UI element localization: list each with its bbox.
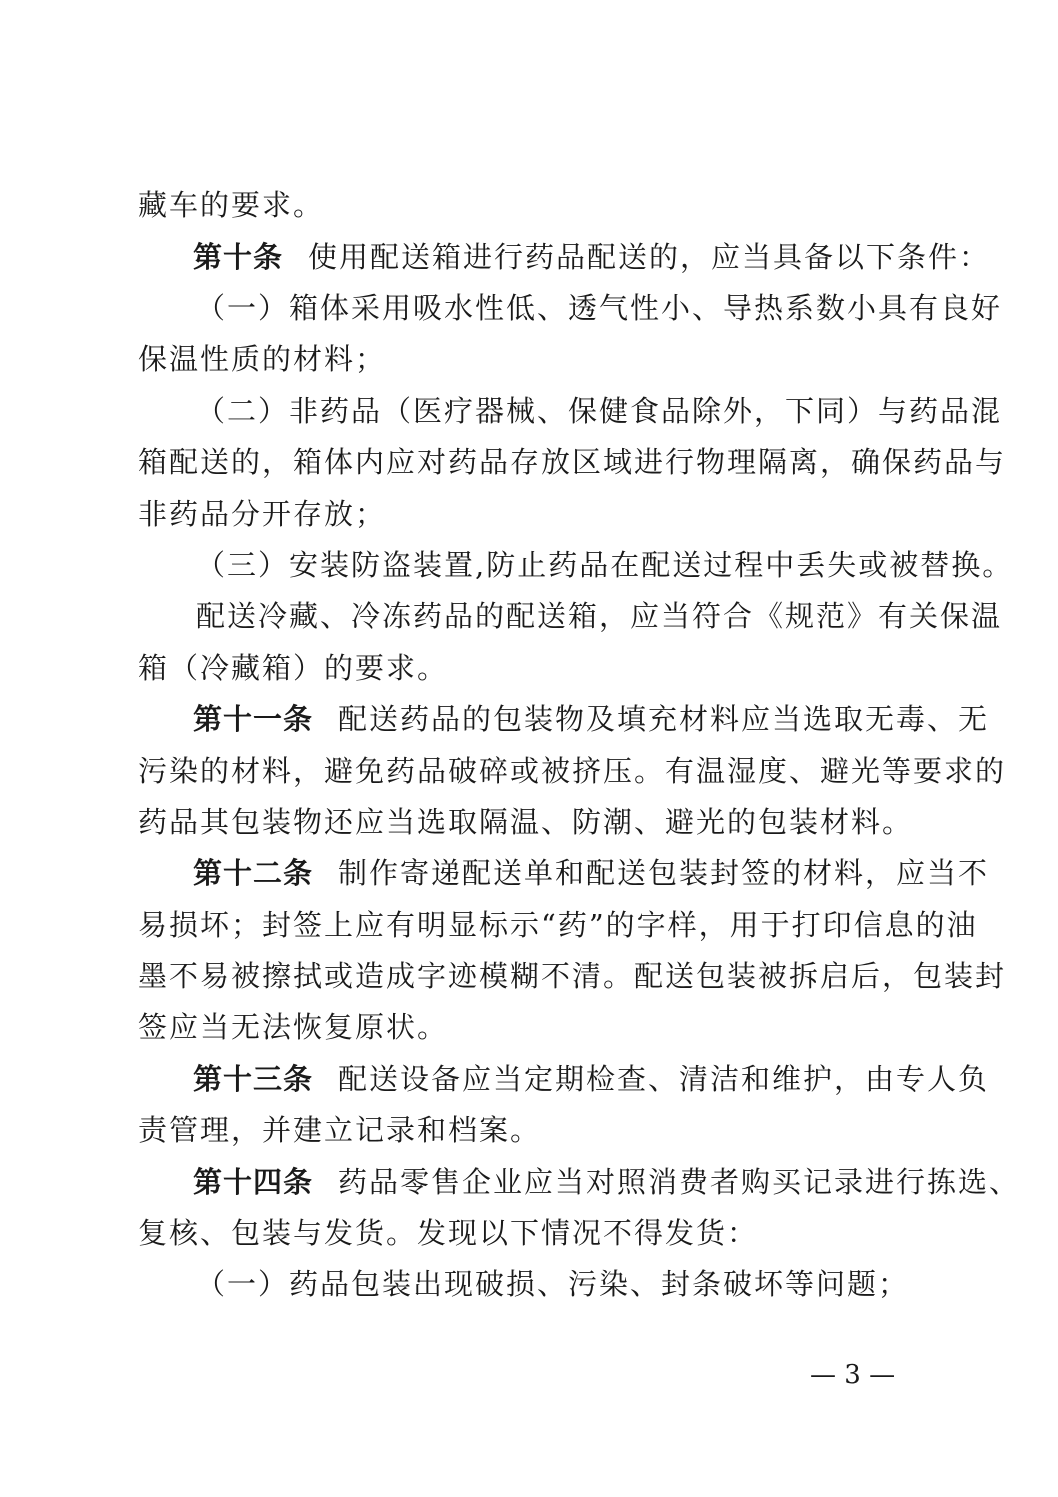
article-10: [0, 232, 1058, 282]
article-heading: 第十二条: [193, 856, 314, 890]
list-item: [0, 386, 1058, 436]
page-number: — 3 —: [810, 1360, 896, 1390]
article-heading: 第十三条: [193, 1062, 314, 1096]
text-line: 墨不易被擦拭或造成字迹模糊不清。配送包装被拆启后，包装封: [138, 959, 1007, 993]
text-line: 药品其包装物还应当选取隔温、防潮、避光的包装材料。: [138, 805, 914, 839]
paragraph-line: [0, 746, 1058, 796]
paragraph-line: [0, 797, 1058, 847]
text-line: 易损坏；封签上应有明显标示“药”的字样，用于打印信息的油: [138, 908, 978, 942]
text-line: 保温性质的材料；: [138, 342, 387, 376]
text-line: 配送冷藏、冷冻药品的配送箱，应当符合《规范》有关保温: [196, 599, 1003, 633]
text-line: 藏车的要求。: [138, 188, 325, 222]
paragraph-line: [0, 1208, 1058, 1258]
text-line: （一）药品包装出现破损、污染、封条破坏等问题；: [196, 1267, 910, 1301]
paragraph-line: [0, 489, 1058, 539]
paragraph-line: [0, 437, 1058, 487]
text-line: 签应当无法恢复原状。: [138, 1010, 449, 1044]
article-13: [0, 1054, 1058, 1104]
paragraph-line: [0, 643, 1058, 693]
text-line: 使用配送箱进行药品配送的，应当具备以下条件：: [308, 240, 991, 274]
paragraph-line: [0, 1002, 1058, 1052]
article-12: [0, 848, 1058, 898]
text-line: 药品零售企业应当对照消费者购买记录进行拣选、: [338, 1165, 1021, 1199]
text-line: 配送药品的包装物及填充材料应当选取无毒、无: [338, 702, 990, 736]
paragraph-line: [0, 900, 1058, 950]
text-line: （一）箱体采用吸水性低、透气性小、导热系数小具有良好: [196, 291, 1003, 325]
text-line: （二）非药品（医疗器械、保健食品除外，下同）与药品混: [196, 394, 1003, 428]
text-line: 制作寄递配送单和配送包装封签的材料，应当不: [338, 856, 990, 890]
text-line: 污染的材料，避免药品破碎或被挤压。有温湿度、避光等要求的: [138, 754, 1007, 788]
list-item: [0, 1259, 1058, 1309]
article-heading: 第十四条: [193, 1165, 314, 1199]
article-14: [0, 1157, 1058, 1207]
paragraph-line: [0, 951, 1058, 1001]
text-line: 非药品分开存放；: [138, 497, 387, 531]
paragraph-line: [0, 591, 1058, 641]
article-heading: 第十一条: [193, 702, 314, 736]
text-line: （三）安装防盗装置,防止药品在配送过程中丢失或被替换。: [196, 548, 1014, 582]
article-11: [0, 694, 1058, 744]
text-line: 箱（冷藏箱）的要求。: [138, 651, 449, 685]
text-line: 配送设备应当定期检查、清洁和维护，由专人负: [338, 1062, 990, 1096]
text-line: 箱配送的，箱体内应对药品存放区域进行物理隔离，确保药品与: [138, 445, 1007, 479]
list-item: [0, 540, 1058, 590]
paragraph-line: [0, 180, 1058, 230]
list-item: [0, 283, 1058, 333]
text-line: 责管理，并建立记录和档案。: [138, 1113, 542, 1147]
paragraph-line: [0, 1105, 1058, 1155]
article-heading: 第十条: [193, 240, 284, 274]
text-line: 复核、包装与发货。发现以下情况不得发货：: [138, 1216, 759, 1250]
paragraph-line: [0, 334, 1058, 384]
